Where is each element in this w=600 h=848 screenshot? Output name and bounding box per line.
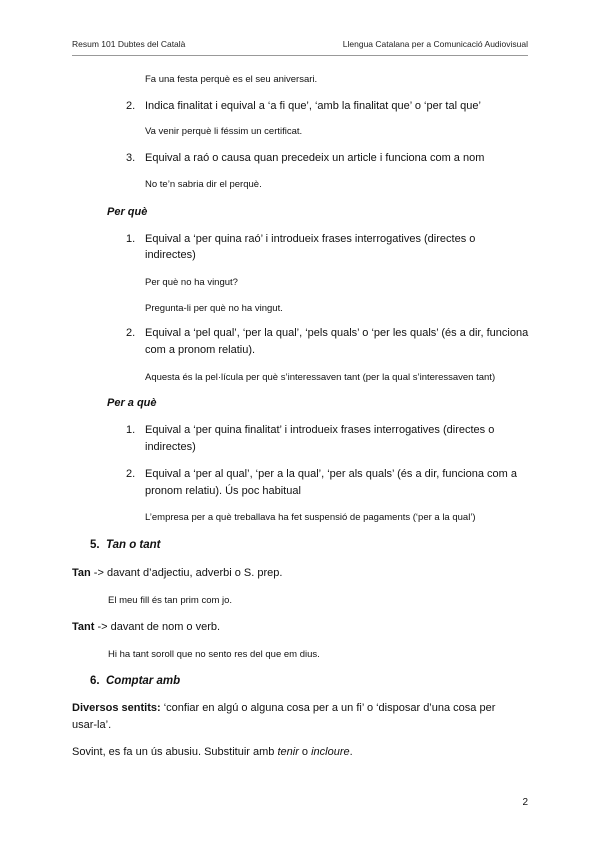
- sovint-conj: o: [298, 746, 312, 758]
- example-certificat: Va venir perquè li féssim un certificat.: [145, 126, 303, 137]
- rule-word: Tant: [72, 621, 95, 633]
- list-item-pel-qual: Equival a ‘pel qual’, ‘per la qual’, ‘pels quals’ o ‘per les quals’ (és a dir, funciona: [145, 327, 529, 339]
- example-soroll: Hi ha tant soroll que no sento res del que em dius.: [108, 649, 320, 660]
- page-number: 2: [522, 797, 528, 808]
- example-no-ha-vingut: Per què no ha vingut?: [145, 277, 238, 288]
- list-number: 2.: [126, 468, 136, 480]
- example-fill: El meu fill és tan prim com jo.: [108, 595, 233, 606]
- example-pregunta: Pregunta-li per què no ha vingut.: [145, 303, 283, 314]
- subtitle-per-a-que: Per a què: [107, 397, 157, 409]
- rule-word: Tan: [72, 567, 91, 579]
- paragraph-sovint: [72, 746, 353, 758]
- list-item-pel-qual-cont: com a pronom relatiu).: [145, 344, 256, 356]
- header-rule: [72, 55, 528, 56]
- section-title: Tan o tant: [105, 539, 161, 551]
- list-item-per-quina-finalitat-cont: indirectes): [145, 441, 196, 453]
- subtitle-per-que: Per què: [107, 206, 148, 218]
- list-number: 1.: [126, 233, 136, 245]
- diversos-label: Diversos sentits:: [72, 702, 161, 714]
- paragraph-diversos-cont: usar-la’.: [72, 719, 112, 731]
- list-number: 2.: [126, 100, 136, 112]
- section-5-heading: [90, 539, 161, 551]
- list-item-finalitat: Indica finalitat i equival a ‘a fi que’, ‘amb la finalitat que’ o ‘per tal que’: [145, 100, 481, 112]
- list-number: 2.: [126, 327, 136, 339]
- rule-tan: [72, 567, 282, 579]
- header-left: Resum 101 Dubtes del Català: [72, 39, 186, 49]
- rule-tant: [72, 621, 220, 633]
- list-number: 1.: [126, 424, 136, 436]
- section-number: 5.: [90, 539, 100, 551]
- section-6-heading: [90, 675, 180, 687]
- word-tenir: tenir: [277, 746, 299, 758]
- example-pellicula: Aquesta és la pel·lícula per què s’interessaven tant (per la qual s’interessaven tant): [145, 372, 496, 383]
- rule-text: -> davant d’adjectiu, adverbi o S. prep.: [90, 567, 283, 579]
- sovint-text: Sovint, es fa un ús abusiu. Substituir amb: [72, 746, 278, 758]
- list-item-per-quina-finalitat: Equival a ‘per quina finalitat’ i introdueix frases interrogatives (directes o: [145, 424, 495, 436]
- list-item-per-al-qual-cont: pronom relatiu). Ús poc habitual: [145, 485, 301, 497]
- header-right: Llengua Catalana per a Comunicació Audiovisual: [342, 39, 528, 49]
- example-perque-nom: No te’n sabria dir el perquè.: [145, 179, 262, 190]
- word-incloure: incloure: [311, 746, 350, 758]
- example-empresa: L’empresa per a què treballava ha fet suspensió de pagaments (‘per a la qual’): [145, 512, 476, 523]
- sovint-end: .: [349, 746, 353, 758]
- diversos-text: ‘confiar en algú o alguna cosa per a un fi’ o ‘disposar d’una cosa per: [160, 702, 496, 714]
- section-title: Comptar amb: [105, 675, 181, 687]
- list-item-per-al-qual: Equival a ‘per al qual’, ‘per a la qual’, ‘per als quals’ (és a dir, funciona com a: [145, 468, 517, 480]
- list-item-per-quina-rao-cont: indirectes): [145, 249, 196, 261]
- example-festa: Fa una festa perquè es el seu aniversari.: [145, 74, 318, 85]
- section-number: 6.: [90, 675, 100, 687]
- list-item-per-quina-rao: Equival a ‘per quina raó’ i introdueix frases interrogatives (directes o: [145, 233, 476, 245]
- paragraph-diversos: [72, 702, 495, 714]
- list-item-rao: Equival a raó o causa quan precedeix un article i funciona com a nom: [145, 152, 485, 164]
- list-number: 3.: [126, 152, 136, 164]
- rule-text: -> davant de nom o verb.: [94, 621, 221, 633]
